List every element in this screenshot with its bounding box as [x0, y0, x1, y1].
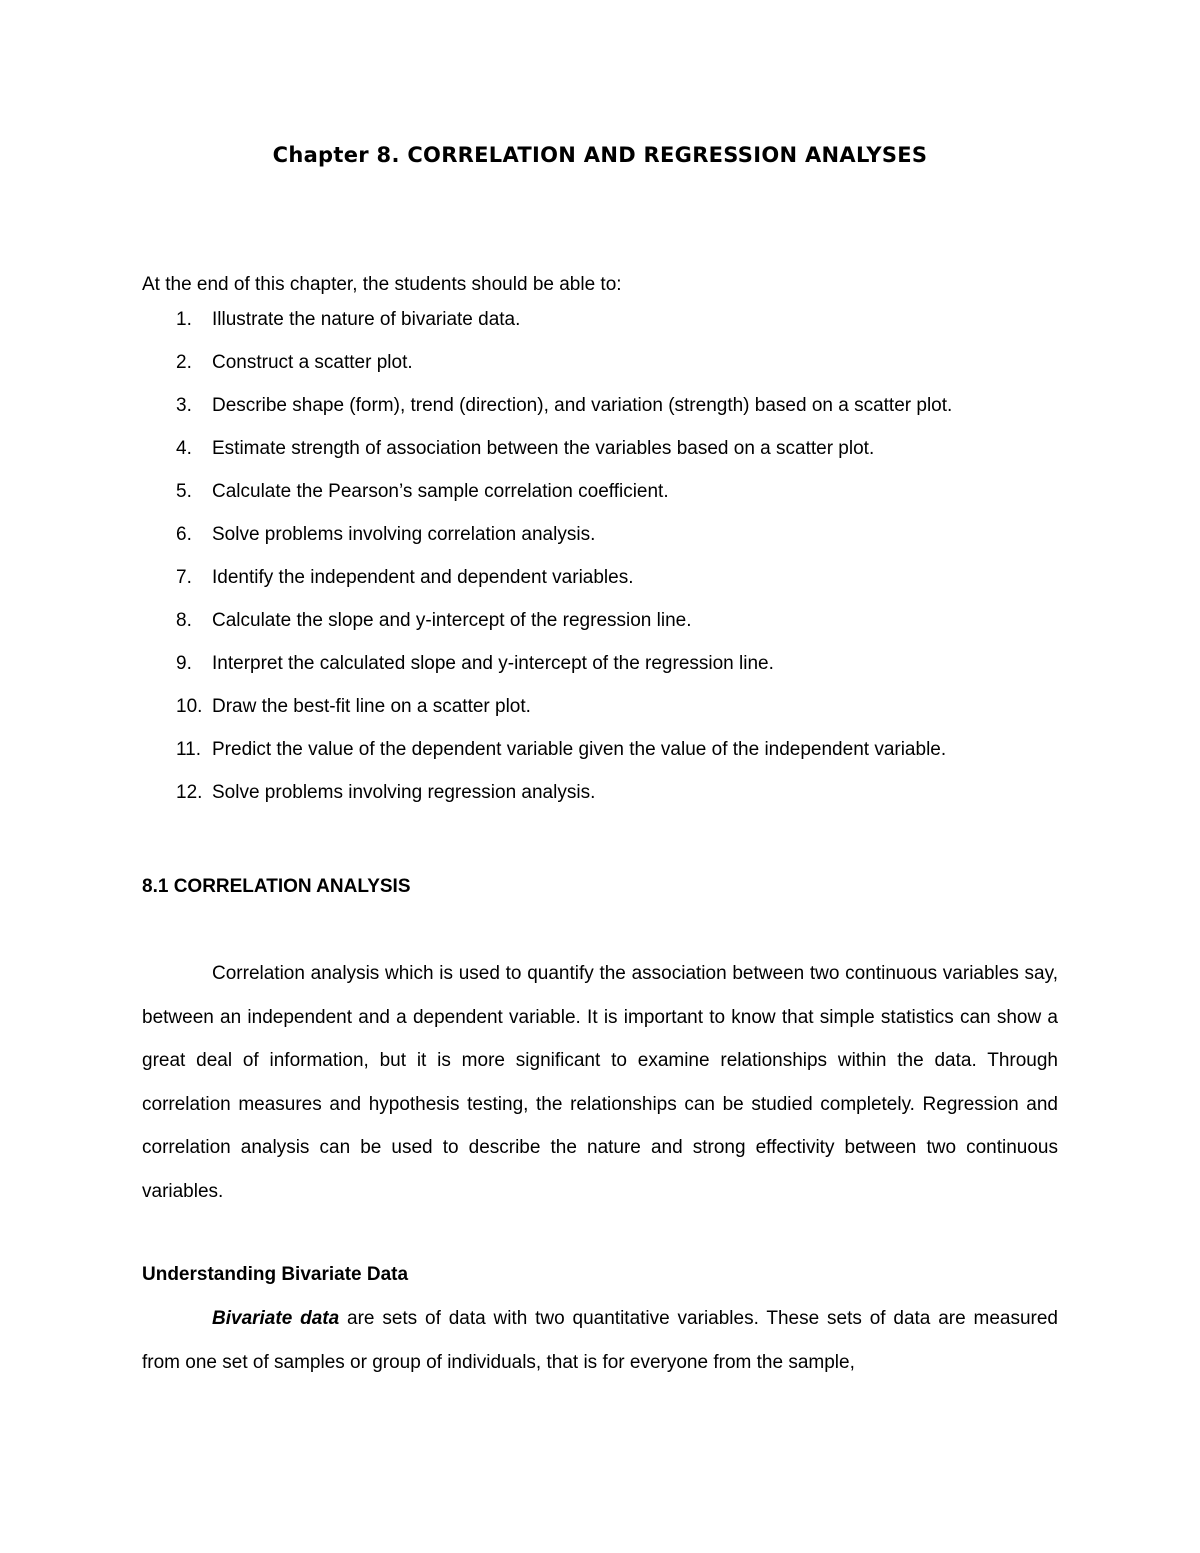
- list-item-number: 6.: [176, 524, 192, 545]
- defined-term: Bivariate data: [212, 1308, 340, 1329]
- subsection-paragraph: [142, 1297, 1058, 1384]
- list-item: [142, 556, 1082, 599]
- list-item-text: Solve problems involving correlation analysis.: [212, 524, 596, 545]
- list-item-text: Predict the value of the dependent variable given the value of the independent variable.: [212, 739, 947, 760]
- objectives-intro: At the end of this chapter, the students should be able to:: [142, 274, 622, 295]
- list-item-text: Identify the independent and dependent variables.: [212, 567, 634, 588]
- list-item-number: 10.: [176, 696, 203, 717]
- list-item-number: 9.: [176, 653, 192, 674]
- list-item: [142, 298, 1082, 341]
- list-item-number: 5.: [176, 481, 192, 502]
- list-item-number: 1.: [176, 309, 192, 330]
- list-item: [142, 513, 1082, 556]
- list-item-number: 2.: [176, 352, 192, 373]
- list-item-text: Calculate the slope and y-intercept of the regression line.: [212, 610, 692, 631]
- list-item: [142, 470, 1082, 513]
- list-item-text: Solve problems involving regression analysis.: [212, 782, 596, 803]
- list-item-text: Draw the best-fit line on a scatter plot.: [212, 696, 531, 717]
- section-paragraph: Correlation analysis which is used to quantify the association between two continuous variables say, between an independent and a dependent variable. It is important to know that simple statistics can show a great deal of information, but it is more significant to examine relationships within the data. Through correlation measures and hypothesis testing, the relationships can be studied completely. Regression and correlation analysis can be used to describe the nature and strong effectivity between two continuous variables.: [142, 963, 1058, 1202]
- subsection-paragraph-text: are sets of data with two quantitative variables. These sets of data are measured from one set of samples or group of individuals, that is for everyone from the sample,: [142, 1308, 1058, 1373]
- list-item: [142, 384, 1082, 427]
- objectives-list: [142, 298, 1082, 814]
- chapter-title: Chapter 8. CORRELATION AND REGRESSION ANALYSES: [272, 143, 928, 167]
- list-item-number: 11.: [176, 739, 202, 760]
- list-item-number: 3.: [176, 395, 192, 416]
- list-item-text: Describe shape (form), trend (direction), and variation (strength) based on a scatter plot.: [212, 395, 953, 416]
- list-item: [142, 427, 1082, 470]
- list-item-text: Interpret the calculated slope and y-intercept of the regression line.: [212, 653, 774, 674]
- list-item: [142, 642, 1082, 685]
- list-item: [142, 599, 1082, 642]
- list-item-text: Estimate strength of association between the variables based on a scatter plot.: [212, 438, 875, 459]
- list-item-number: 12.: [176, 782, 203, 803]
- list-item: [142, 728, 1082, 771]
- list-item-text: Illustrate the nature of bivariate data.: [212, 309, 521, 330]
- list-item: [142, 771, 1082, 814]
- list-item: [142, 685, 1082, 728]
- subsection-heading: Understanding Bivariate Data: [142, 1264, 409, 1285]
- list-item-text: Construct a scatter plot.: [212, 352, 413, 373]
- list-item-number: 7.: [176, 567, 192, 588]
- list-item-text: Calculate the Pearson’s sample correlation coefficient.: [212, 481, 669, 502]
- section-heading: 8.1 CORRELATION ANALYSIS: [142, 876, 411, 897]
- list-item-number: 8.: [176, 610, 192, 631]
- list-item-number: 4.: [176, 438, 192, 459]
- list-item: [142, 341, 1082, 384]
